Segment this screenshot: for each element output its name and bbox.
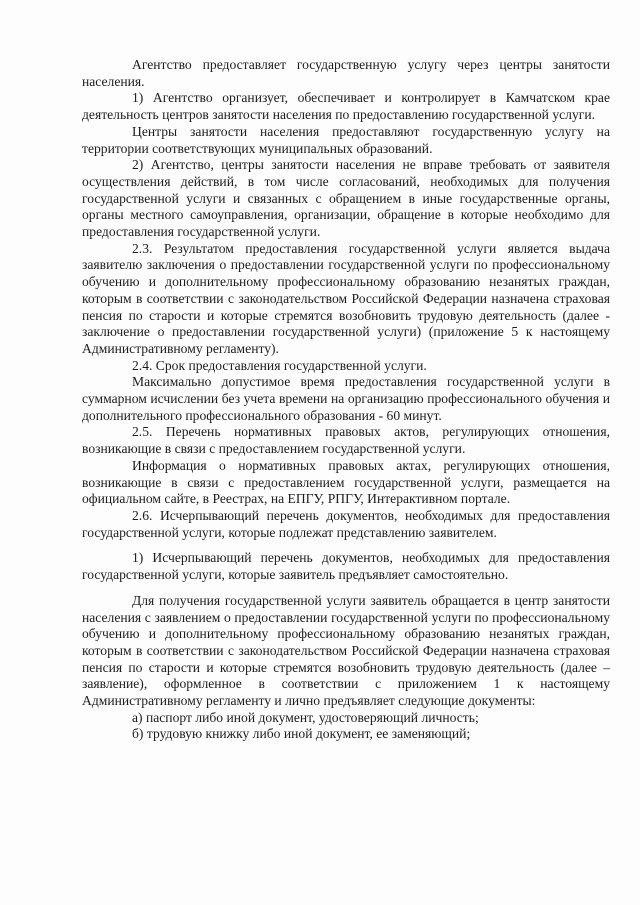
paragraph-1-documents-list: 1) Исчерпывающий перечень документов, необходимых для предоставления государственной услуги, которые заявитель предъявляет самостоятельно. [82, 550, 610, 583]
paragraph-2-4-term: 2.4. Срок предоставления государственной услуги. [132, 357, 427, 373]
paragraph-2-3-result: 2.3. Результатом предоставления государственной услуги является выдача заявителю заключения о предоставлении государственной услуги по профессиональному обучению и дополнительному профессиональному образованию незанятых граждан, которым в соответствии с законодательством Российской Федерации назначена страховая пенсия по старости и которые стремятся возобновить трудовую деятельность (далее - заключение о предоставлении государственной услуги) (приложение 5 к настоящему Административному регламенту). [82, 240, 610, 356]
paragraph-acts-info: Информация о нормативных правовых актах, регулирующих отношения, возникающие в связи с предоставлением государственной услуги, размещается на официальном сайте, в Реестрах, на ЕПГУ, РПГУ, Интерактивном портале. [82, 457, 610, 507]
paragraph-agency-intro: Агентство предоставляет государственную услугу через центры занятости населения. [82, 57, 610, 89]
list-item-b-workbook: б) трудовую книжку либо иной документ, ее заменяющий; [132, 726, 471, 742]
paragraph-2-6-documents: 2.6. Исчерпывающий перечень документов, необходимых для предоставления государственной услуги, которые подлежат представлению заявителем. [82, 507, 610, 540]
paragraph-1-agency-organizes: 1) Агентство организует, обеспечивает и контролирует в Камчатском крае деятельность центров занятости населения по предоставлению государственной услуги. [82, 90, 610, 123]
paragraph-2-5-acts: 2.5. Перечень нормативных правовых актов, регулирующих отношения, возникающие в связи с предоставлением государственной услуги. [82, 424, 610, 457]
paragraph-centers-provide: Центры занятости населения предоставляют государственную услугу на территории соответствующих муниципальных образований. [82, 123, 610, 156]
paragraph-application: Для получения государственной услуги заявитель обращается в центр занятости населения с заявлением о предоставлении государственной услуги по профессиональному обучению и дополнительному профессиональному образованию незанятых граждан, которым в соответствии с законодательством Российской Федерации назначена страховая пенсия по старости и которые стремятся возобновить трудовую деятельность (далее – заявление), оформленное в соответствии с приложением 1 к настоящему Административному регламенту и лично предъявляет следующие документы: [82, 592, 610, 709]
paragraph-max-time: Максимально допустимое время предоставления государственной услуги в суммарном исчислении без учета времени на организацию профессионального обучения и дополнительного профессионального образования - 60 минут. [82, 374, 610, 423]
document-body [82, 57, 610, 743]
paragraph-2-not-entitled: 2) Агентство, центры занятости населения не вправе требовать от заявителя осуществления действий, в том числе согласований, необходимых для получения государственной услуги и связанных с обращением в иные государственные органы, органы местного самоуправления, организации, обращение в которые необходимо для предоставления государственной услуги. [82, 157, 610, 240]
list-item-a-passport: а) паспорт либо иной документ, удостоверяющий личность; [132, 709, 479, 725]
